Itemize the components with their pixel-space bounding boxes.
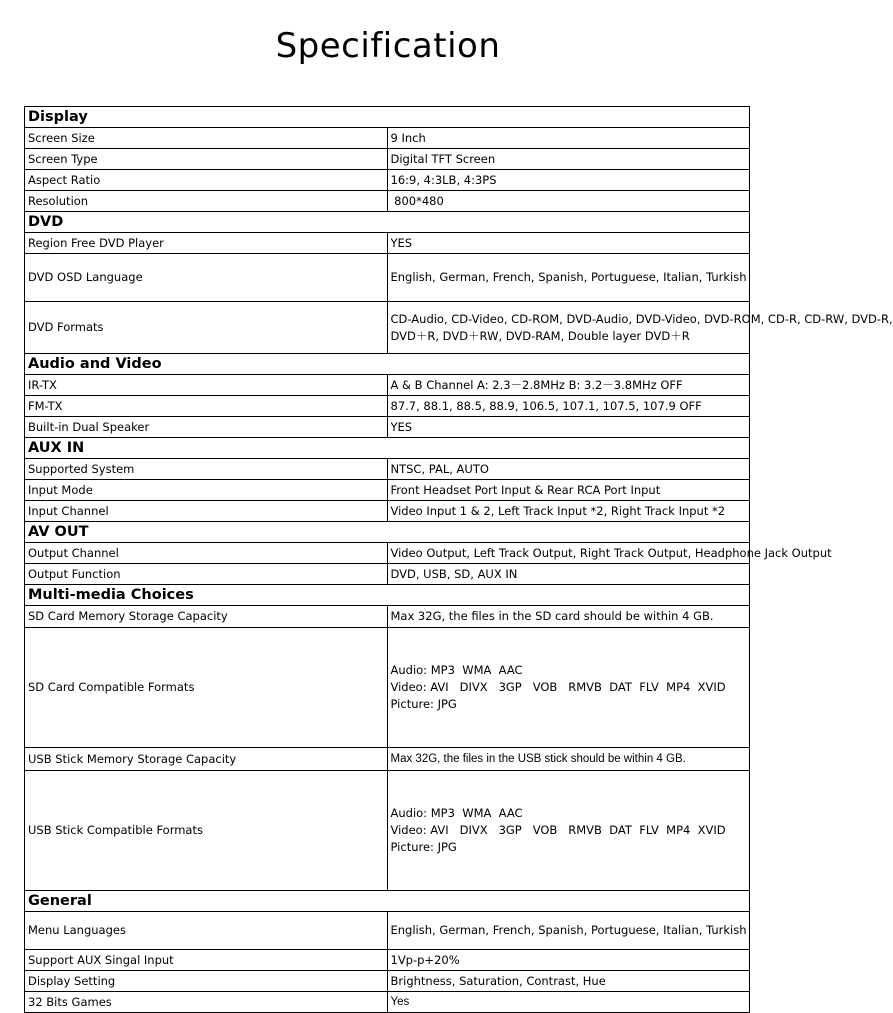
section-title: AV OUT (25, 522, 750, 543)
spec-label: Output Function (25, 564, 388, 585)
spec-label: DVD OSD Language (25, 254, 388, 302)
spec-label: Supported System (25, 459, 388, 480)
section-header-general (25, 891, 750, 912)
spec-label: DVD Formats (25, 302, 388, 354)
table-row (25, 375, 750, 396)
spec-label: Menu Languages (25, 912, 388, 950)
spec-value: 800*480 (387, 191, 750, 212)
spec-value: Video Output, Left Track Output, Right Track Output, Headphone Jack Output (387, 543, 750, 564)
spec-label: SD Card Compatible Formats (25, 628, 388, 748)
table-row (25, 396, 750, 417)
table-row (25, 950, 750, 971)
spec-label: FM-TX (25, 396, 388, 417)
spec-label: Screen Type (25, 149, 388, 170)
section-header-aux-in (25, 438, 750, 459)
spec-value-multiline (387, 302, 893, 354)
table-row (25, 992, 750, 1013)
spec-value: Front Headset Port Input & Rear RCA Port Input (387, 480, 750, 501)
spec-label: SD Card Memory Storage Capacity (25, 606, 388, 628)
spec-label: Resolution (25, 191, 388, 212)
spec-label: 32 Bits Games (25, 992, 388, 1013)
spec-value: Video Input 1 & 2, Left Track Input *2, Right Track Input *2 (387, 501, 750, 522)
section-header-audio-video (25, 354, 750, 375)
spec-label: Display Setting (25, 971, 388, 992)
spec-value: 9 Inch (387, 128, 750, 149)
table-row (25, 254, 750, 302)
spec-value: English, German, French, Spanish, Portuguese, Italian, Turkish (387, 254, 750, 302)
spec-value-line: Video: AVI DIVX 3GP VOB RMVB DAT FLV MP4 XVID (390, 823, 726, 837)
specification-table (24, 106, 893, 1013)
table-row (25, 480, 750, 501)
spec-value: 16:9, 4:3LB, 4:3PS (387, 170, 750, 191)
spec-value-line: Picture: JPG (390, 840, 457, 854)
spec-value: 87.7, 88.1, 88.5, 88.9, 106.5, 107.1, 107.5, 107.9 OFF (387, 396, 750, 417)
spec-value: English, German, French, Spanish, Portuguese, Italian, Turkish (387, 912, 750, 950)
table-row (25, 170, 750, 191)
spec-value: NTSC, PAL, AUTO (387, 459, 750, 480)
table-row (25, 606, 750, 628)
table-row (25, 417, 750, 438)
section-title: Audio and Video (25, 354, 750, 375)
spec-value-line: DVD＋R, DVD＋RW, DVD-RAM, Double layer DVD＋R (390, 328, 690, 343)
spec-label: Support AUX Singal Input (25, 950, 388, 971)
spec-value: Max 32G, the files in the SD card should be within 4 GB. (387, 606, 750, 628)
spec-value: 1Vp-p+20% (387, 950, 750, 971)
spec-value: Brightness, Saturation, Contrast, Hue (387, 971, 750, 992)
table-row (25, 149, 750, 170)
spec-label: Screen Size (25, 128, 388, 149)
spec-label: USB Stick Memory Storage Capacity (25, 748, 388, 771)
spec-value: YES (387, 233, 750, 254)
spec-label: Input Mode (25, 480, 388, 501)
section-header-av-out (25, 522, 750, 543)
table-row (25, 628, 750, 748)
table-row (25, 128, 750, 149)
spec-value: YES (387, 417, 750, 438)
table-row (25, 501, 750, 522)
section-title: Multi-media Choices (25, 585, 750, 606)
spec-label: Aspect Ratio (25, 170, 388, 191)
spec-value-multiline (387, 771, 750, 891)
table-row (25, 971, 750, 992)
section-title: General (25, 891, 750, 912)
spec-value: Max 32G, the files in the USB stick should be within 4 GB. (387, 748, 750, 771)
table-row (25, 302, 750, 354)
table-row (25, 459, 750, 480)
spec-value: Yes (387, 992, 750, 1013)
table-row (25, 748, 750, 771)
table-row (25, 543, 750, 564)
spec-value: DVD, USB, SD, AUX IN (387, 564, 750, 585)
section-header-display (25, 107, 750, 128)
table-row (25, 771, 750, 891)
spec-value-line: Picture: JPG (390, 697, 457, 711)
spec-label: IR-TX (25, 375, 388, 396)
spec-label: Built-in Dual Speaker (25, 417, 388, 438)
section-header-dvd (25, 212, 750, 233)
table-row (25, 564, 750, 585)
spec-label: Input Channel (25, 501, 388, 522)
table-row (25, 191, 750, 212)
spec-label: USB Stick Compatible Formats (25, 771, 388, 891)
spec-value-line: Audio: MP3 WMA AAC (390, 663, 523, 677)
section-title: DVD (25, 212, 750, 233)
table-row (25, 233, 750, 254)
spec-value: Digital TFT Screen (387, 149, 750, 170)
section-header-multimedia (25, 585, 750, 606)
spec-value-line: Audio: MP3 WMA AAC (390, 806, 523, 820)
section-title: Display (25, 107, 750, 128)
table-row (25, 912, 750, 950)
spec-value-line: Video: AVI DIVX 3GP VOB RMVB DAT FLV MP4 XVID (390, 680, 726, 694)
spec-label: Output Channel (25, 543, 388, 564)
spec-value-multiline (387, 628, 750, 748)
page-title: Specification (275, 26, 501, 66)
spec-value-line: CD-Audio, CD-Video, CD-ROM, DVD-Audio, DVD-Video, DVD-ROM, CD-R, CD-RW, DVD-R, (390, 311, 893, 326)
spec-label: Region Free DVD Player (25, 233, 388, 254)
section-title: AUX IN (25, 438, 750, 459)
spec-value: A & B Channel A: 2.3－2.8MHz B: 3.2－3.8MHz OFF (387, 375, 750, 396)
